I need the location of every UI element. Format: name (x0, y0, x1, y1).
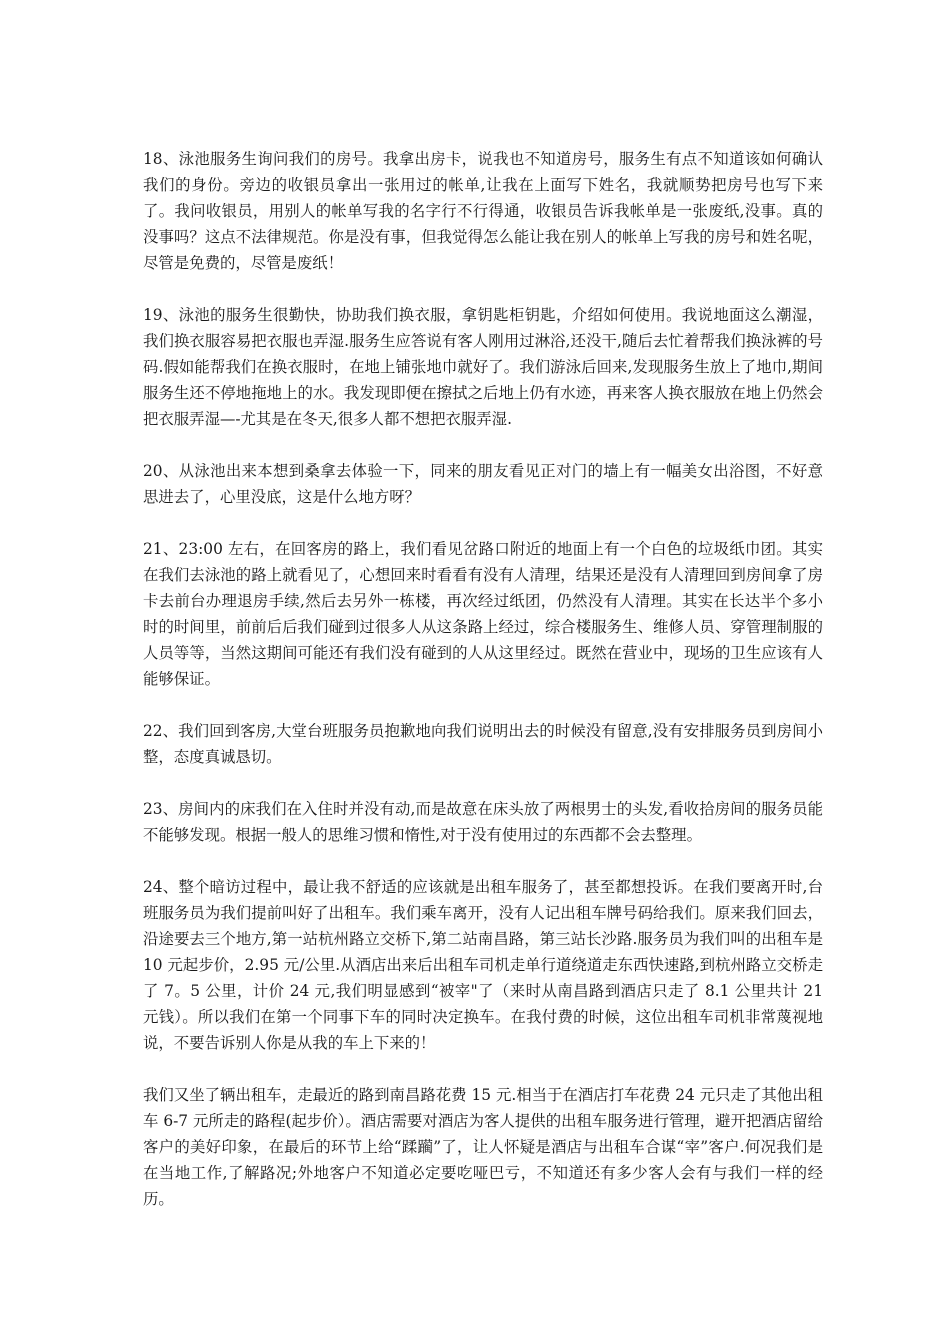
paragraph-24-continued: 我们又坐了辆出租车，走最近的路到南昌路花费 15 元.相当于在酒店打车花费 24 元只走了其他出租车 6-7 元所走的路程(起步价）。酒店需要对酒店为客人提供的出租车服务进行管理，避开把酒店留给客户的美好印象，在最后的环节上给“蹂躏”了，让人怀疑是酒店与出租车合谋“宰”客户.何况我们是在当地工作,了解路况;外地客户不知道必定要吃哑巴亏，不知道还有多少客人会有与我们一样的经历。 (143, 1086, 823, 1208)
document-body (143, 146, 823, 1238)
paragraph-22: 22、我们回到客房,大堂台班服务员抱歉地向我们说明出去的时候没有留意,没有安排服务员到房间小整，态度真诚恳切。 (143, 722, 823, 766)
paragraph-18: 18、泳池服务生询问我们的房号。我拿出房卡，说我也不知道房号，服务生有点不知道该如何确认我们的身份。旁边的收银员拿出一张用过的帐单,让我在上面写下姓名，我就顺势把房号也写下来了。我问收银员，用别人的帐单写我的名字行不行得通，收银员告诉我帐单是一张废纸,没事。真的没事吗？这点不法律规范。你是没有事，但我觉得怎么能让我在别人的帐单上写我的房号和姓名呢，尽管是免费的，尽管是废纸！ (143, 150, 823, 272)
paragraph-21: 21、23:00 左右，在回客房的路上，我们看见岔路口附近的地面上有一个白色的垃圾纸巾团。其实在我们去泳池的路上就看见了，心想回来时看看有没有人清理，结果还是没有人清理回到房间拿了房卡去前台办理退房手续,然后去另外一栋楼，再次经过纸团，仍然没有人清理。其实在长达半个多小时的时间里，前前后后我们碰到过很多人从这条路上经过，综合楼服务生、维修人员、穿管理制服的人员等等，当然这期间可能还有我们没有碰到的人从这里经过。既然在营业中，现场的卫生应该有人能够保证。 (143, 540, 823, 688)
paragraph-19: 19、泳池的服务生很勤快，协助我们换衣服，拿钥匙柜钥匙，介绍如何使用。我说地面这么潮湿，我们换衣服容易把衣服也弄湿.服务生应答说有客人刚用过淋浴,还没干,随后去忙着帮我们换泳裤的号码.假如能帮我们在换衣服时，在地上铺张地巾就好了。我们游泳后回来,发现服务生放上了地巾,期间服务生还不停地拖地上的水。我发现即便在擦拭之后地上仍有水迹，再来客人换衣服放在地上仍然会把衣服弄湿—-尤其是在冬天,很多人都不想把衣服弄湿. (143, 306, 823, 428)
paragraph-23: 23、房间内的床我们在入住时并没有动,而是故意在床头放了两根男士的头发,看收拾房间的服务员能不能够发现。根据一般人的思维习惯和惰性,对于没有使用过的东西都不会去整理。 (143, 800, 823, 844)
paragraph-24: 24、整个暗访过程中，最让我不舒适的应该就是出租车服务了，甚至都想投诉。在我们要离开时,台班服务员为我们提前叫好了出租车。我们乘车离开，没有人记出租车牌号码给我们。原来我们回去，沿途要去三个地方,第一站杭州路立交桥下,第二站南昌路，第三站长沙路.服务员为我们叫的出租车是 10 元起步价，2.95 元/公里.从酒店出来后出租车司机走单行道绕道走东西快速路,到杭州路立交桥走了 7。5 公里，计价 24 元,我们明显感到“被宰"了（来时从南昌路到酒店只走了 8.1 公里共计 21 元钱）。所以我们在第一个同事下车的同时决定换车。在我付费的时候，这位出租车司机非常蔑视地说，不要告诉别人你是从我的车上下来的！ (143, 878, 823, 1052)
paragraph-20: 20、从泳池出来本想到桑拿去体验一下，同来的朋友看见正对门的墙上有一幅美女出浴图，不好意思进去了，心里没底，这是什么地方呀？ (143, 462, 823, 506)
